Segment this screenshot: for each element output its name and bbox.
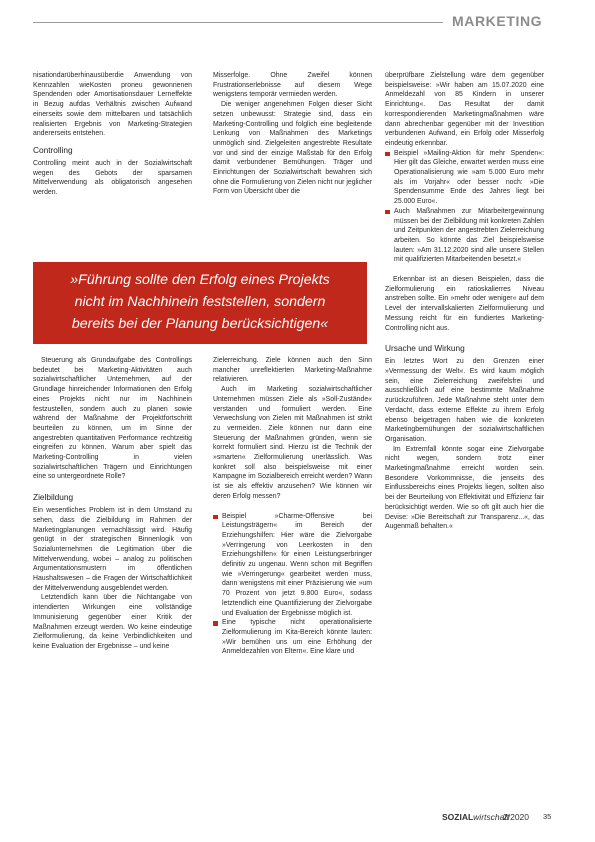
paragraph: überprüfbare Zielstellung wäre dem gegenüber beispielsweise: »Wir haben am 15.07.2020 eine Anmeldezahl von 85 Kindern in unserer Einrichtung«. Das Resultat der damit korrespondierenden Marketingmaßnahmen wäre dann abrechenbar gegenüber mit der Investition verbundenen Aufwand, ein Erfolg oder Misserfolg eindeutig erkennbar. <box>385 72 544 147</box>
page-number: 35 <box>543 812 552 821</box>
header-rule <box>33 22 443 23</box>
list-item: Eine typische nicht operationalisierte Zielformulierung im Kita-Bereich könnte lauten: »Wir bemühen uns um eine Erhöhung der Anmeldezahlen von Eltern«. Eine klare und <box>213 618 372 657</box>
bullet-list <box>213 512 372 658</box>
paragraph: Letztendlich kann über die Nichtangabe von intendierten Wirkungen eine vollständige Immunisierung gegenüber einer Kritik der Maßnahmen erzeugt werden. Wo keine eindeutige Zielformulierung, da keine Verbindlichkeiten und keine Evaluation der Ergebnisse – und keine <box>33 594 192 650</box>
magazine-logo: SOZIALwirtschaft <box>442 812 510 822</box>
list-item: Beispiel »Mailing-Aktion für mehr Spenden«: Hier gilt das Gleiche, erwartet werden muss eine Operationalisierung wie »am 5.000 Euro mehr als im Vorjahr« oder besser noch: »Die Spendensumme Ende des Jahres liegt bei 25.000 Euro«. <box>385 149 544 207</box>
pull-quote <box>33 262 367 344</box>
column-1-bottom <box>33 356 192 652</box>
section-title: MARKETING <box>452 13 543 29</box>
paragraph: Die weniger angenehmen Folgen dieser Sicht setzen unbewusst: Strategie sind, dass ein Marketing-Controlling und folglich eine begleitende Lenkung von Maßnahmen des Marketings unmöglich sind. Zielgeleiten angestrebte Resultate vor und sind der einzige Maßstab für den Erfolg damit verbundener Bemühungen. Träger und Einrichtungen der Sozialwirtschaft bewahren sich ohne die Formulierung von Zielen nicht nur jeglicher Form von Übersicht über die <box>213 101 372 196</box>
column-1-top <box>33 71 192 198</box>
bullet-list <box>385 149 544 265</box>
column-3 <box>385 71 544 532</box>
paragraph: Misserfolge. Ohne Zweifel können Frustrationserlebnisse auf diesem Wege wenigstens temporär vermieden werden. <box>213 72 372 99</box>
subheading-controlling: Controlling <box>33 144 73 155</box>
paragraph: Zielerreichung. Ziele können auch den Sinn mancher unreflektierten Marketing-Maßnahme relativieren. <box>213 357 372 384</box>
subheading-zielbildung: Zielbildung <box>33 492 74 503</box>
bullet-square-icon <box>213 621 218 626</box>
paragraph: Im Extremfall könnte sogar eine Zielvorgabe nicht wegen, sondern trotz einer Marketingmaßnahme erreicht worden sein. Besondere Vorkommnisse, die jenseits des Einflussbereichs eines Projekts liegen, sollten also bei der Beurteilung von Effektivität und Effizienz fair berücksichtigt werden. Wie so oft gilt auch hier die Devise: »Die Bereitschaft zur Transparenz...«, das Augenmaß behalten.« <box>385 445 544 531</box>
paragraph: Ein wesentliches Problem ist in dem Umstand zu sehen, dass die Zielbildung im Rahmen der Marketingplanungen vernachlässigt wird. Häufig genügt in der strategischen Binnenlogik von Sozialunternehmen die Legitimation über die Mittelverwendung, wobei – analog zu politischen Argumentationsmustern im öffentlichen Haushaltswesen – die Fragen der Wirtschaftlichkeit der Mittelverwendung ausgeblendet werden. <box>33 507 192 592</box>
bullet-square-icon <box>385 210 390 215</box>
bullet-square-icon <box>385 152 390 157</box>
pull-quote-line: »Führung sollte den Erfolg eines Projekts <box>70 272 330 288</box>
paragraph: Auch im Marketing sozialwirtschaftlicher Unternehmen müssen Ziele als »Soll-Zustände« verstanden und formuliert werden. Eine Verwechslung von Zielen mit Maßnahmen ist strikt zu vermeiden. Ziele können nur dann eine Steuerung der Maßnahmen gründen, wenn sie korrekt formuliert sind. Hierzu ist die Technik der »smarten« Zielformulierung unerlässlich. Was konkret soll also beispielsweise mit einer Kampagne im Sozialbereich erreicht werden? Wann ist sie als effektiv anzusehen? Wie können wir deren Erfolg messen? <box>213 386 372 500</box>
pull-quote-line: bereits bei der Planung berücksichtigen« <box>71 316 329 332</box>
column-2-bottom <box>213 356 372 657</box>
paragraph: nisationdarüberhinausüberdie Anwendung von Kennzahlen wieKosten proneu gewonnenen Spendenden oder Amortisationsdauer Lerneffekte in Bezug aufdas Verhältnis zwischen Aufwand einerseits sowie dem mittelbaren und tatsächlich realisierten Ergebnis von Marketing-Strategien andererseits entstehen. <box>33 72 192 138</box>
paragraph: Steuerung als Grundaufgabe des Controllings bedeutet bei Marketing-Aktivitäten auch sozialwirtschaftlicher Unternehmen, auf der Grundlage hinreichender Informationen den Erfolg eines Projekts nicht nur im Nachhinein festzustellen, sondern auch zu planen sowie während der Maßnahme der Projektfortschritt beurteilen zu können, um im Sinne der angestrebten quantitativen Performance rechtzeitig eingreifen zu können. Warum aber spielt das Marketing-Controlling in vielen sozialwirtschaftlichen Trägern und Einrichtungen eine so untergeordnete Rolle? <box>33 357 192 481</box>
list-item: Beispiel »Charme-Offensive bei Leistungsträgern« im Bereich der Erziehungshilfen: Hier wäre die Zielvorgabe »Verringerung von Leerkosten in den Erziehungshilfen« für einen Leistungserbringer definitiv zu ungenau. Wenn schon mit Begriffen wie »Verringerung« gearbeitet werden muss, dann wenigstens mit einer Präzisierung wie »um 70 Prozent von jetzt 9.800 Euro«, sodass letztendlich eine Quantifizierung der Zielvorgabe und Evaluation der Ergebnisse möglich ist. <box>213 512 372 619</box>
subheading-ursache-und-wirkung: Ursache und Wirkung <box>385 343 465 354</box>
paragraph: Controlling meint auch in der Sozialwirtschaft wegen des Gebots der sparsamen Mittelverwendung als obligatorisch angesehen werden. <box>33 159 192 197</box>
paragraph: Ein letztes Wort zu den Grenzen einer »Vermessung der Welt«. Es wird kaum möglich sein, eine Zielerreichung zweifelsfrei und ausschließlich auf eine bestimmte Maßnahme zurückzuführen. Jede Maßnahme steht unter dem Verdacht, dass externe Effekte zu ihrem Erfolg ebenso beigetragen haben wie die konkreten Marketingbemühungen der sozialwirtschaftlichen Organisation. <box>385 358 544 443</box>
bullet-square-icon <box>213 515 218 520</box>
column-2-top <box>213 71 372 197</box>
issue-number: 2/2020 <box>503 812 529 822</box>
list-item: Auch Maßnahmen zur Mitarbeitergewinnung müssen bei der Zielbildung mit konkreten Zahlen und Zeitpunkten der angestrebten Zielerreichung arbeiten. So könnte das Ziel beispielsweise lauten: »Am 31.12.2020 sind alle unsere Stellen mit qualifizierten Mitarbeitenden besetzt.« <box>385 207 544 265</box>
paragraph: Erkennbar ist an diesen Beispielen, dass die Zielformulierung ein ratioskalierres Niveau anstreben sollte. Ein »mehr oder weniger« auf dem Level der intervallskalierten Zielformulierung und Messung reicht für ein fundiertes Marketing-Controlling nicht aus. <box>385 276 544 332</box>
pull-quote-line: nicht im Nachhinein feststellen, sondern <box>74 294 326 310</box>
